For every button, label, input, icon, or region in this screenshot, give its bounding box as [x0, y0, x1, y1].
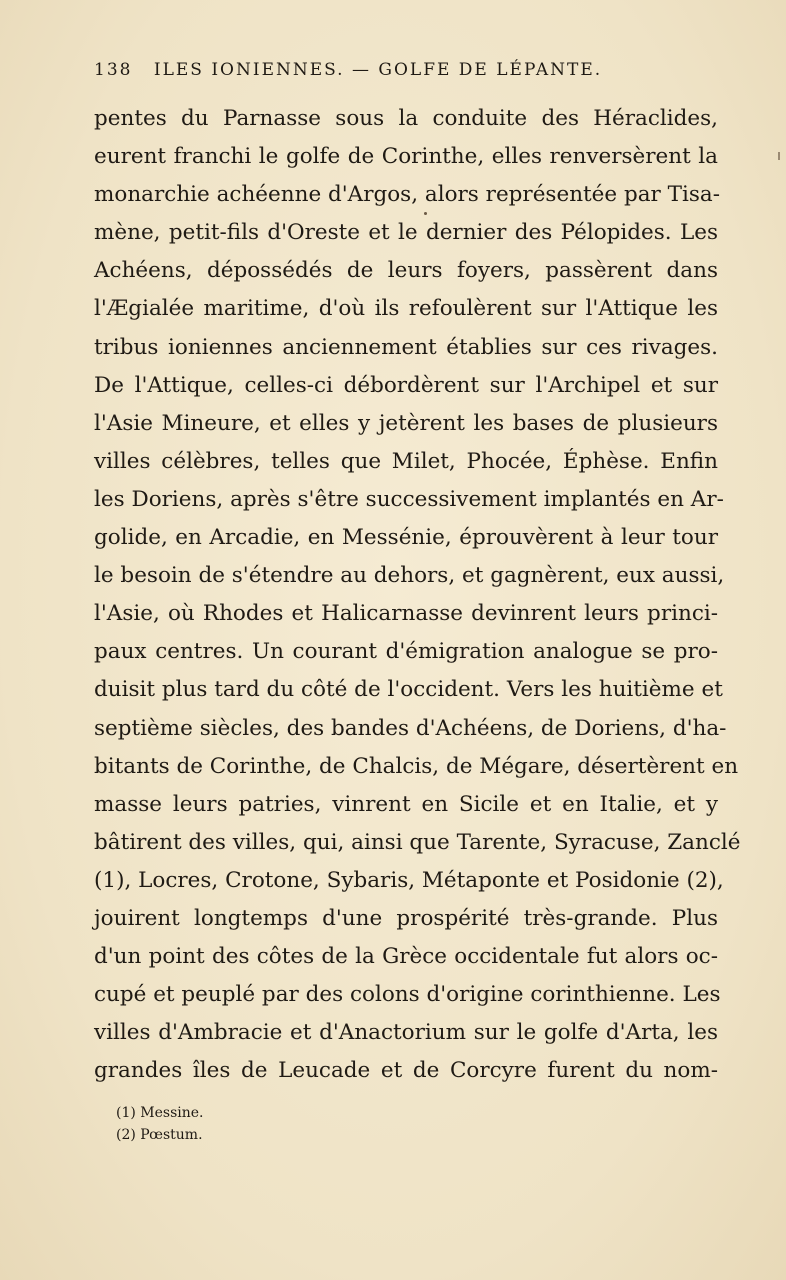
text-line: le besoin de s'étendre au dehors, et gagnèrent, eux aussi, [94, 563, 725, 589]
text-line: (1), Locres, Crotone, Sybaris, Métaponte et Posidonie (2), [94, 867, 724, 893]
text-line: mène, petit-fils d'Oreste et le dernier des Pélopides. Les [94, 220, 718, 246]
text-line: duisit plus tard du côté de l'occident. Vers les huitième et [94, 677, 723, 703]
text-line: cupé et peuplé par des colons d'origine corinthienne. Les [94, 982, 721, 1008]
running-title: ILES IONIENNES. — GOLFE DE LÉPANTE. [153, 60, 603, 80]
text-line: grandes îles de Leucade et de Corcyre furent du nom- [94, 1058, 718, 1084]
paper-speck [424, 212, 427, 215]
text-line: masse leurs patries, vinrent en Sicile et en Italie, et y [94, 791, 718, 817]
page-number: 138 [94, 60, 133, 80]
margin-mark [778, 152, 780, 160]
text-line: l'Asie, où Rhodes et Halicarnasse devinrent leurs princi- [94, 601, 718, 627]
text-line: tribus ioniennes anciennement établies sur ces rivages. [94, 334, 718, 360]
text-line: bitants de Corinthe, de Chalcis, de Mégare, désertèrent en [94, 753, 739, 779]
footnote-2: (2) Pœstum. [116, 1127, 203, 1143]
text-line: l'Asie Mineure, et elles y jetèrent les bases de plusieurs [94, 410, 718, 436]
text-line: paux centres. Un courant d'émigration analogue se pro- [94, 639, 718, 665]
text-line: villes d'Ambracie et d'Anactorium sur le golfe d'Arta, les [94, 1020, 718, 1046]
text-line: villes célèbres, telles que Milet, Phocée, Éphèse. Enfin [94, 448, 718, 474]
text-line: l'Ægialée maritime, d'où ils refoulèrent sur l'Attique les [94, 296, 718, 322]
body-text [94, 100, 741, 1090]
text-line: monarchie achéenne d'Argos, alors représentée par Tisa- [94, 182, 720, 208]
text-line: eurent franchi le golfe de Corinthe, elles renversèrent la [94, 144, 718, 170]
text-line: les Doriens, après s'être successivement implantés en Ar- [94, 486, 724, 512]
text-line: bâtirent des villes, qui, ainsi que Tarente, Syracuse, Zanclé [94, 829, 741, 855]
text-line: golide, en Arcadie, en Messénie, éprouvèrent à leur tour [94, 525, 718, 551]
text-line: pentes du Parnasse sous la conduite des Héraclides, [94, 106, 718, 131]
running-header [94, 60, 724, 80]
text-line: d'un point des côtes de la Grèce occidentale fut alors oc- [94, 944, 718, 970]
text-line: De l'Attique, celles-ci débordèrent sur l'Archipel et sur [94, 372, 718, 398]
text-line: jouirent longtemps d'une prospérité très-grande. Plus [94, 905, 718, 931]
text-line: septième siècles, des bandes d'Achéens, de Doriens, d'ha- [94, 715, 727, 741]
footnotes [116, 1102, 416, 1146]
text-line: Achéens, dépossédés de leurs foyers, passèrent dans [94, 258, 718, 284]
footnote-1: (1) Messine. [116, 1105, 204, 1121]
